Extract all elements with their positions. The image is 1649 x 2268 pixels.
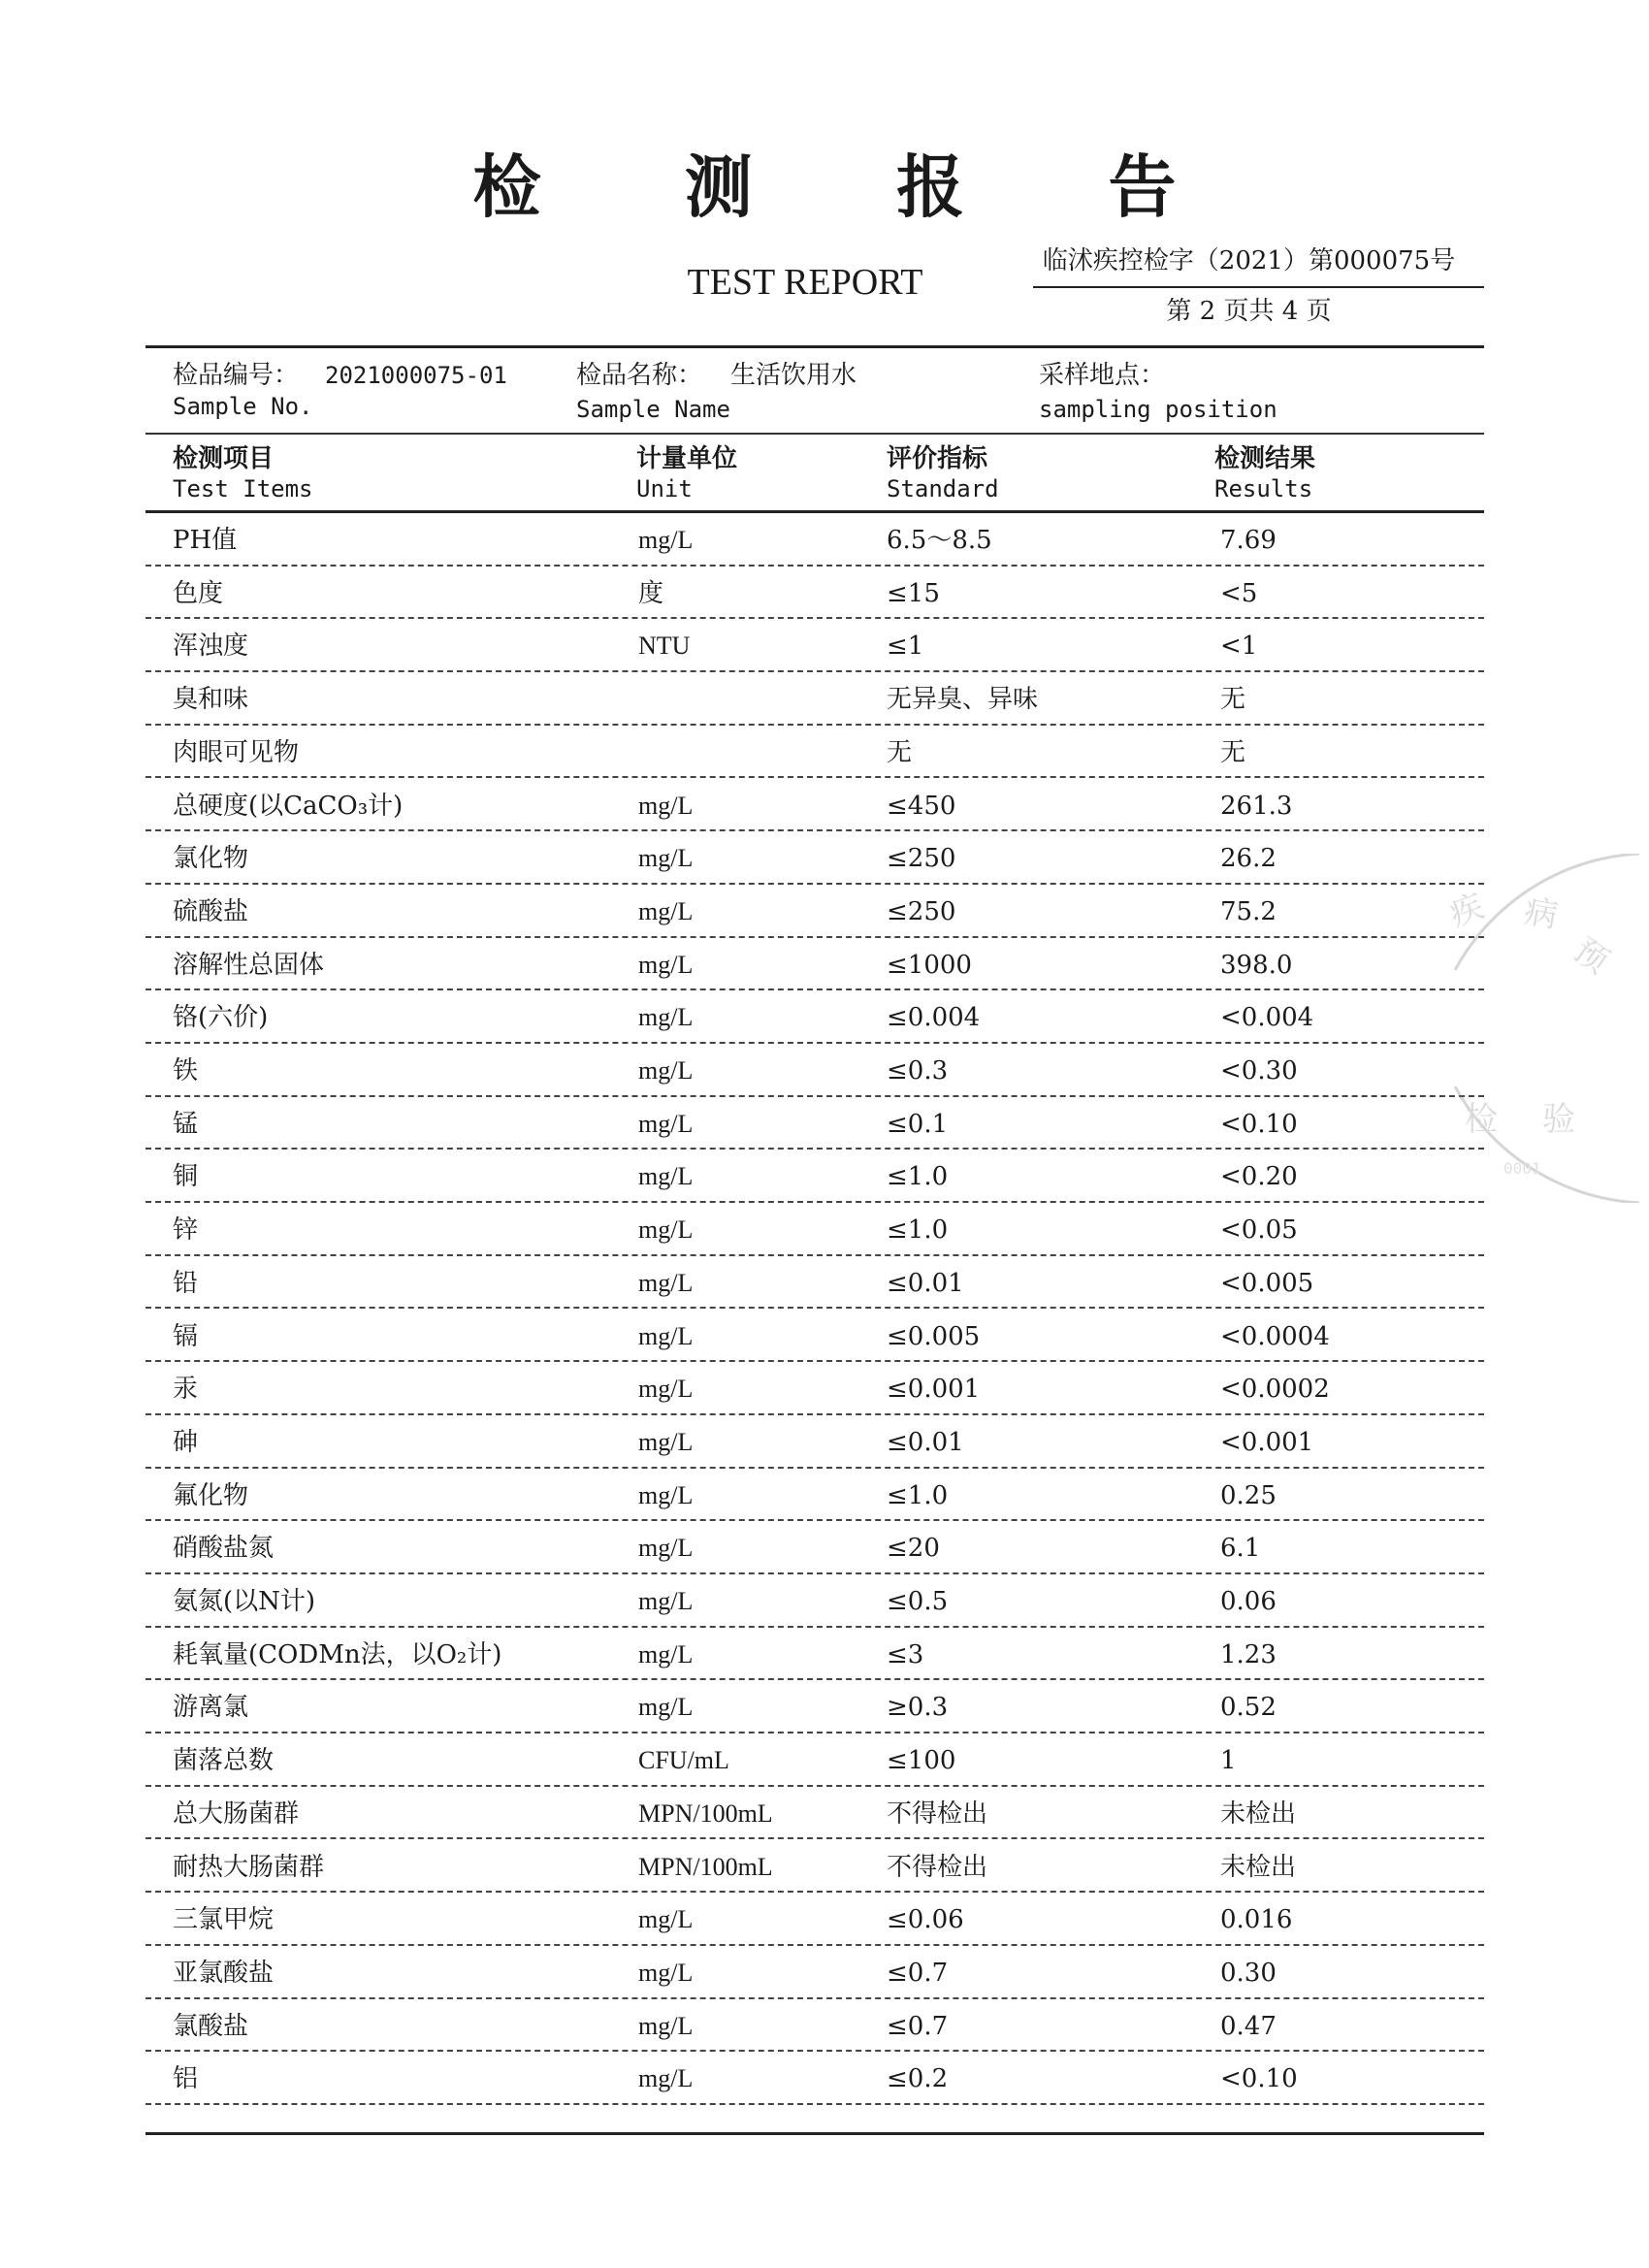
cell-standard: ≤3 [887, 1639, 924, 1669]
table-row [146, 619, 1484, 672]
cell-standard: ≤0.7 [887, 1958, 949, 1988]
cell-unit: mg/L [638, 1905, 694, 1934]
table-row [146, 1310, 1484, 1363]
cell-standard: ≤0.01 [887, 1427, 964, 1457]
cell-test-item: 铅 [173, 1268, 199, 1298]
cell-unit: MPN/100mL [638, 1798, 773, 1828]
cell-result: 无 [1220, 737, 1246, 767]
cell-unit: mg/L [638, 1162, 694, 1191]
cell-test-item: 硫酸盐 [173, 896, 249, 926]
cell-unit: 度 [638, 578, 664, 607]
cell-unit: mg/L [638, 950, 694, 979]
table-row [146, 1680, 1484, 1733]
cell-unit: MPN/100mL [638, 1852, 773, 1881]
cell-unit: mg/L [638, 2011, 694, 2040]
cell-result: 0.52 [1220, 1693, 1277, 1723]
cell-standard: 不得检出 [887, 1852, 988, 1882]
info-rule [146, 433, 1484, 435]
cell-unit: mg/L [638, 1480, 694, 1509]
cell-result: <0.05 [1220, 1215, 1298, 1246]
table-row [146, 938, 1484, 991]
cell-test-item: 总大肠菌群 [173, 1798, 300, 1829]
cell-unit: mg/L [638, 526, 694, 554]
cell-result: <0.10 [1220, 2064, 1298, 2094]
cell-result: 0.25 [1220, 1480, 1277, 1510]
cell-standard: ≤0.06 [887, 1905, 964, 1935]
cell-result: 0.016 [1220, 1905, 1293, 1935]
cell-result: <0.001 [1220, 1427, 1314, 1457]
top-rule [146, 345, 1484, 348]
cell-standard: ≤15 [887, 578, 940, 608]
cell-standard: ≤20 [887, 1534, 940, 1564]
cell-test-item: 汞 [173, 1375, 199, 1405]
cell-standard: ≤1 [887, 632, 924, 662]
sample-no-label-en: Sample No. [173, 393, 313, 420]
table-row [146, 1415, 1484, 1469]
cell-test-item: 肉眼可见物 [173, 737, 300, 767]
table-row [146, 567, 1484, 620]
cell-test-item: 镉 [173, 1321, 199, 1351]
cell-standard: ≤0.3 [887, 1056, 949, 1085]
header-standard: 评价指标 [887, 444, 988, 473]
cell-test-item: 总硬度(以CaCO₃计) [173, 791, 404, 821]
report-title-en: TEST REPORT [687, 262, 923, 303]
cell-standard: 不得检出 [887, 1798, 988, 1829]
sample-no-label: 检品编号： [173, 361, 300, 390]
cell-unit: mg/L [638, 1375, 694, 1404]
cell-test-item: 色度 [173, 578, 224, 608]
cell-standard: ≤1.0 [887, 1215, 949, 1246]
cell-standard: ≤0.1 [887, 1109, 949, 1139]
cell-unit: mg/L [638, 791, 694, 820]
cell-result: 75.2 [1220, 896, 1277, 926]
cell-unit: mg/L [638, 1639, 694, 1669]
cell-result: 1 [1220, 1746, 1237, 1776]
header-standard-en: Standard [887, 475, 999, 502]
table-row [146, 1097, 1484, 1150]
cell-result: 6.1 [1220, 1534, 1261, 1564]
cell-standard: ≤0.5 [887, 1587, 949, 1616]
cell-standard: ≤0.7 [887, 2011, 949, 2041]
table-row [146, 1840, 1484, 1894]
header-results: 检测结果 [1214, 444, 1316, 473]
table-row [146, 1203, 1484, 1256]
cell-unit: mg/L [638, 1215, 694, 1245]
sampling-position-label: 采样地点： [1039, 361, 1166, 390]
cell-test-item: 铁 [173, 1056, 199, 1085]
report-number: 临沭疾控检字（2021）第000075号 [1042, 246, 1456, 275]
cell-unit: mg/L [638, 1003, 694, 1032]
cell-test-item: 铬(六价) [173, 1003, 269, 1033]
sample-no-value: 2021000075-01 [325, 362, 507, 389]
cell-test-item: PH值 [173, 526, 238, 555]
cell-result: 261.3 [1220, 791, 1293, 821]
cell-standard: ≤250 [887, 844, 956, 874]
cell-unit: mg/L [638, 1587, 694, 1615]
cell-test-item: 三氯甲烷 [173, 1905, 275, 1935]
cell-unit: mg/L [638, 1427, 694, 1456]
report-title-cn: 检 测 报 告 [472, 146, 1237, 227]
cell-unit: mg/L [638, 1534, 694, 1563]
table-row [146, 1946, 1484, 1999]
table-row [146, 1733, 1484, 1787]
cell-unit: NTU [638, 632, 691, 661]
cell-unit: mg/L [638, 1268, 694, 1297]
table-row [146, 1256, 1484, 1310]
table-row [146, 1362, 1484, 1415]
cell-unit: mg/L [638, 1056, 694, 1085]
svg-text:预: 预 [1566, 930, 1616, 982]
cell-test-item: 耗氧量(CODMn法，以O₂计) [173, 1639, 502, 1669]
cell-test-item: 铜 [173, 1162, 199, 1192]
official-stamp [1416, 854, 1639, 1203]
cell-test-item: 亚氯酸盐 [173, 1958, 275, 1988]
cell-unit: mg/L [638, 1958, 694, 1987]
table-row [146, 726, 1484, 779]
cell-result: <0.005 [1220, 1268, 1314, 1298]
table-row [146, 672, 1484, 726]
sample-name-value: 生活饮用水 [730, 361, 857, 390]
cell-test-item: 臭和味 [173, 685, 249, 715]
table-row [146, 1999, 1484, 2053]
table-row [146, 1787, 1484, 1840]
cell-test-item: 锌 [173, 1215, 199, 1246]
table-row [146, 1628, 1484, 1681]
cell-result: 7.69 [1220, 526, 1277, 555]
cell-result: 0.47 [1220, 2011, 1277, 2041]
table-row [146, 990, 1484, 1044]
table-row [146, 1150, 1484, 1203]
cell-standard: ≤250 [887, 896, 956, 926]
cell-test-item: 溶解性总固体 [173, 950, 325, 980]
svg-text:疾: 疾 [1444, 887, 1490, 935]
cell-result: <0.004 [1220, 1003, 1314, 1033]
header-unit: 计量单位 [636, 444, 738, 473]
table-row [146, 1521, 1484, 1574]
table-row [146, 513, 1484, 567]
cell-unit: CFU/mL [638, 1746, 729, 1775]
cell-standard: ≤0.004 [887, 1003, 981, 1033]
cell-result: 1.23 [1220, 1639, 1277, 1669]
cell-result: <0.10 [1220, 1109, 1298, 1139]
cell-test-item: 砷 [173, 1427, 199, 1457]
cell-result: <0.20 [1220, 1162, 1298, 1192]
cell-test-item: 氯化物 [173, 844, 249, 874]
cell-test-item: 硝酸盐氮 [173, 1534, 275, 1564]
header-test-items-en: Test Items [173, 475, 313, 502]
sample-name-label-en: Sample Name [576, 396, 730, 423]
cell-test-item: 浑浊度 [173, 632, 249, 662]
cell-standard: ≤450 [887, 791, 956, 821]
svg-text:0001: 0001 [1504, 1159, 1541, 1178]
cell-standard: 无异臭、异味 [887, 685, 1039, 715]
cell-unit: mg/L [638, 2064, 694, 2093]
cell-result: <0.30 [1220, 1056, 1298, 1085]
table-row [146, 1893, 1484, 1946]
cell-result: 398.0 [1220, 950, 1293, 980]
cell-result: <5 [1220, 578, 1258, 608]
table-row [146, 831, 1484, 885]
svg-text:验: 验 [1542, 1100, 1575, 1139]
cell-result: 未检出 [1220, 1798, 1297, 1829]
cell-standard: ≤1.0 [887, 1162, 949, 1192]
cell-standard: ≤0.01 [887, 1268, 964, 1298]
cell-standard: ≤1.0 [887, 1480, 949, 1510]
cell-standard: ≤1000 [887, 950, 972, 980]
table-row [146, 1469, 1484, 1522]
svg-text:病: 病 [1521, 891, 1561, 936]
cell-test-item: 铝 [173, 2064, 199, 2094]
bottom-rule [146, 2132, 1484, 2135]
table-row [146, 1574, 1484, 1628]
sample-name-label: 检品名称： [576, 361, 703, 390]
sampling-position-label-en: sampling position [1039, 396, 1277, 423]
header-results-en: Results [1214, 475, 1313, 502]
row-divider [146, 2103, 1484, 2105]
cell-unit: mg/L [638, 1321, 694, 1350]
cell-unit: mg/L [638, 896, 694, 925]
cell-unit: mg/L [638, 1693, 694, 1722]
cell-standard: ≥0.3 [887, 1693, 949, 1723]
table-row [146, 1044, 1484, 1097]
report-number-underline [1033, 286, 1484, 288]
cell-result: 0.30 [1220, 1958, 1277, 1988]
page-info: 第 2 页共 4 页 [1166, 297, 1332, 326]
cell-result: 26.2 [1220, 844, 1277, 874]
cell-standard: ≤0.005 [887, 1321, 981, 1351]
cell-result: 无 [1220, 685, 1246, 715]
table-row [146, 2052, 1484, 2105]
cell-standard: 无 [887, 737, 913, 767]
header-test-items: 检测项目 [173, 444, 275, 473]
cell-standard: ≤100 [887, 1746, 956, 1776]
cell-test-item: 耐热大肠菌群 [173, 1852, 325, 1882]
cell-standard: 6.5～8.5 [887, 526, 992, 555]
cell-test-item: 菌落总数 [173, 1746, 275, 1776]
cell-standard: ≤0.2 [887, 2064, 949, 2094]
cell-test-item: 氨氮(以N计) [173, 1587, 316, 1616]
cell-result: 0.06 [1220, 1587, 1277, 1616]
cell-test-item: 氯酸盐 [173, 2011, 249, 2041]
cell-result: 未检出 [1220, 1852, 1297, 1882]
cell-test-item: 锰 [173, 1109, 199, 1139]
table-row [146, 885, 1484, 938]
cell-test-item: 氟化物 [173, 1480, 249, 1510]
cell-standard: ≤0.001 [887, 1375, 981, 1405]
cell-result: <0.0004 [1220, 1321, 1330, 1351]
cell-unit: mg/L [638, 1109, 694, 1138]
table-row [146, 779, 1484, 832]
cell-result: <1 [1220, 632, 1258, 662]
cell-result: <0.0002 [1220, 1375, 1330, 1405]
svg-text:检: 检 [1465, 1100, 1498, 1139]
cell-test-item: 游离氯 [173, 1693, 249, 1723]
header-unit-en: Unit [636, 475, 693, 502]
cell-unit: mg/L [638, 844, 694, 873]
